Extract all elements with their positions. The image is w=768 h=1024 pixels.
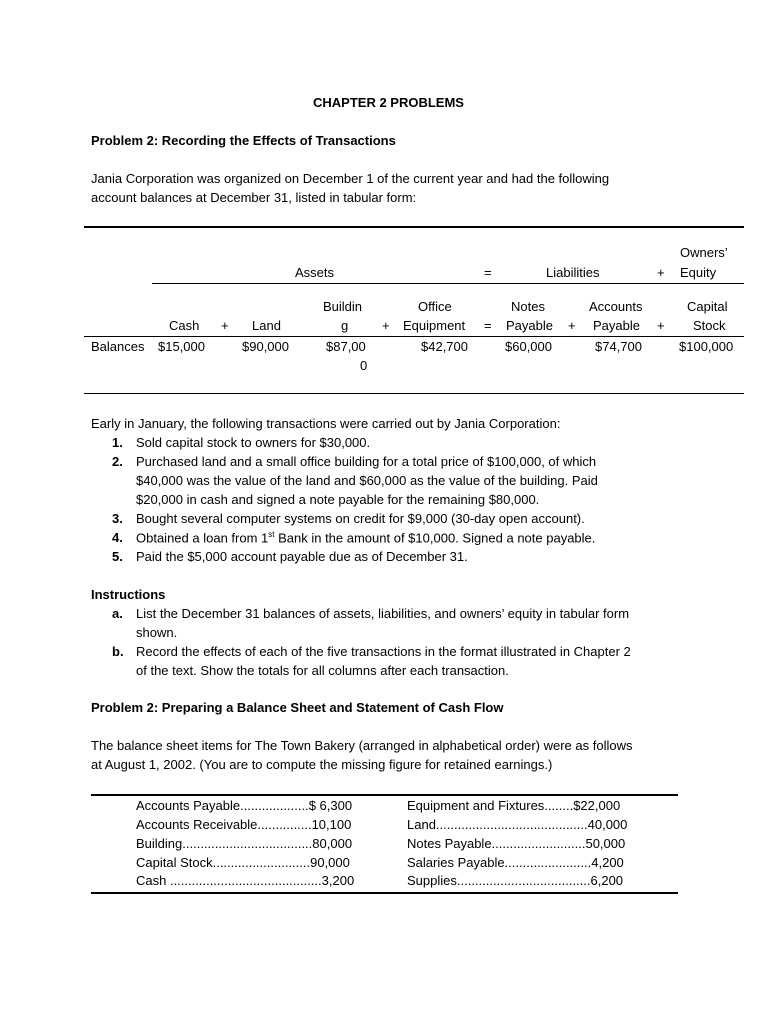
- list-item: Supplies.....................................6,200: [407, 873, 624, 888]
- list-item: 4. Obtained a loan from 1st Bank in the amount of $10,000. Signed a note payable.: [112, 530, 596, 546]
- list-item: a. List the December 31 balances of assets, liabilities, and owners’ equity in tabular form: [112, 606, 630, 621]
- list-item: 3. Bought several computer systems on credit for $9,000 (30-day open account).: [112, 511, 585, 526]
- liabilities-group-header: Liabilities: [546, 265, 600, 280]
- list-item: Building....................................80,000: [136, 836, 353, 851]
- plus-sign: +: [657, 265, 665, 280]
- items-top-rule: [91, 794, 678, 796]
- value-notes: $60,000: [505, 339, 552, 354]
- equals-sign: =: [484, 265, 492, 280]
- chapter-title: CHAPTER 2 PROBLEMS: [313, 95, 464, 110]
- col-cash: Cash: [169, 318, 200, 333]
- col-notes-line1: Notes: [511, 299, 545, 314]
- value-cash: $15,000: [158, 339, 205, 354]
- assets-group-header: Assets: [295, 265, 335, 280]
- row-label-balances: Balances: [91, 339, 145, 354]
- col-accounts-line2: Payable: [593, 318, 640, 333]
- plus-cash-land: +: [221, 318, 229, 333]
- value-office: $42,700: [421, 339, 468, 354]
- list-item: Equipment and Fixtures........$22,000: [407, 798, 621, 813]
- list-item-continuation: shown.: [136, 625, 178, 640]
- owners-header-line1: Owners’: [680, 245, 728, 260]
- list-item: 1. Sold capital stock to owners for $30,000.: [112, 435, 371, 450]
- group-header-rule: [152, 283, 744, 284]
- plus-notes-accounts: +: [568, 318, 576, 333]
- col-accounts-line1: Accounts: [589, 299, 643, 314]
- value-accounts: $74,700: [595, 339, 642, 354]
- col-building-line2: g: [341, 318, 349, 333]
- value-land: $90,000: [242, 339, 289, 354]
- list-item: Salaries Payable........................4,200: [407, 855, 624, 870]
- problem2-intro-line2: at August 1, 2002. (You are to compute the missing figure for retained earnings.): [91, 757, 553, 772]
- col-capital-line1: Capital: [687, 299, 728, 314]
- value-building-line2: 0: [360, 358, 368, 373]
- value-capital: $100,000: [679, 339, 734, 354]
- col-capital-line2: Stock: [693, 318, 726, 333]
- value-building-line1: $87,00: [326, 339, 366, 354]
- list-item: b. Record the effects of each of the five transactions in the format illustrated in Chapter 2: [112, 644, 631, 659]
- col-office-line2: Equipment: [403, 318, 466, 333]
- transactions-intro: Early in January, the following transactions were carried out by Jania Corporation:: [91, 416, 561, 431]
- list-item: Land..........................................40,000: [407, 817, 628, 832]
- problem2-heading: Problem 2: Preparing a Balance Sheet and Statement of Cash Flow: [91, 700, 504, 715]
- list-item: Capital Stock...........................90,000: [136, 855, 350, 870]
- list-item-continuation: $20,000 in cash and signed a note payable for the remaining $80,000.: [136, 492, 540, 507]
- problem1-intro-line2: account balances at December 31, listed in tabular form:: [91, 190, 417, 205]
- plus-building-office: +: [382, 318, 390, 333]
- owners-header-line2: Equity: [680, 265, 717, 280]
- instructions-heading: Instructions: [91, 587, 166, 602]
- col-building-line1: Buildin: [323, 299, 363, 314]
- list-item-continuation: of the text. Show the totals for all columns after each transaction.: [136, 663, 509, 678]
- list-item: Cash ..........................................3,200: [136, 873, 355, 888]
- problem1-heading: Problem 2: Recording the Effects of Transactions: [91, 133, 396, 148]
- equals-sign-col: =: [484, 318, 492, 333]
- table-bottom-rule: [84, 393, 744, 394]
- problem1-intro-line1: Jania Corporation was organized on December 1 of the current year and had the following: [91, 171, 610, 186]
- problem2-intro-line1: The balance sheet items for The Town Bakery (arranged in alphabetical order) were as follows: [91, 738, 633, 753]
- col-office-line1: Office: [418, 299, 452, 314]
- list-item: Accounts Payable...................$ 6,300: [136, 798, 353, 813]
- col-land: Land: [252, 318, 281, 333]
- column-header-rule: [84, 336, 744, 337]
- items-bottom-rule: [91, 892, 678, 894]
- list-item: Accounts Receivable...............10,100: [136, 817, 352, 832]
- list-item: 5. Paid the $5,000 account payable due as of December 31.: [112, 549, 468, 564]
- table-top-rule: [84, 226, 744, 228]
- list-item-continuation: $40,000 was the value of the land and $60,000 as the value of the building. Paid: [136, 473, 598, 488]
- plus-accounts-capital: +: [657, 318, 665, 333]
- list-item: Notes Payable..........................50,000: [407, 836, 626, 851]
- list-item: 2. Purchased land and a small office building for a total price of $100,000, of which: [112, 454, 597, 469]
- col-notes-line2: Payable: [506, 318, 553, 333]
